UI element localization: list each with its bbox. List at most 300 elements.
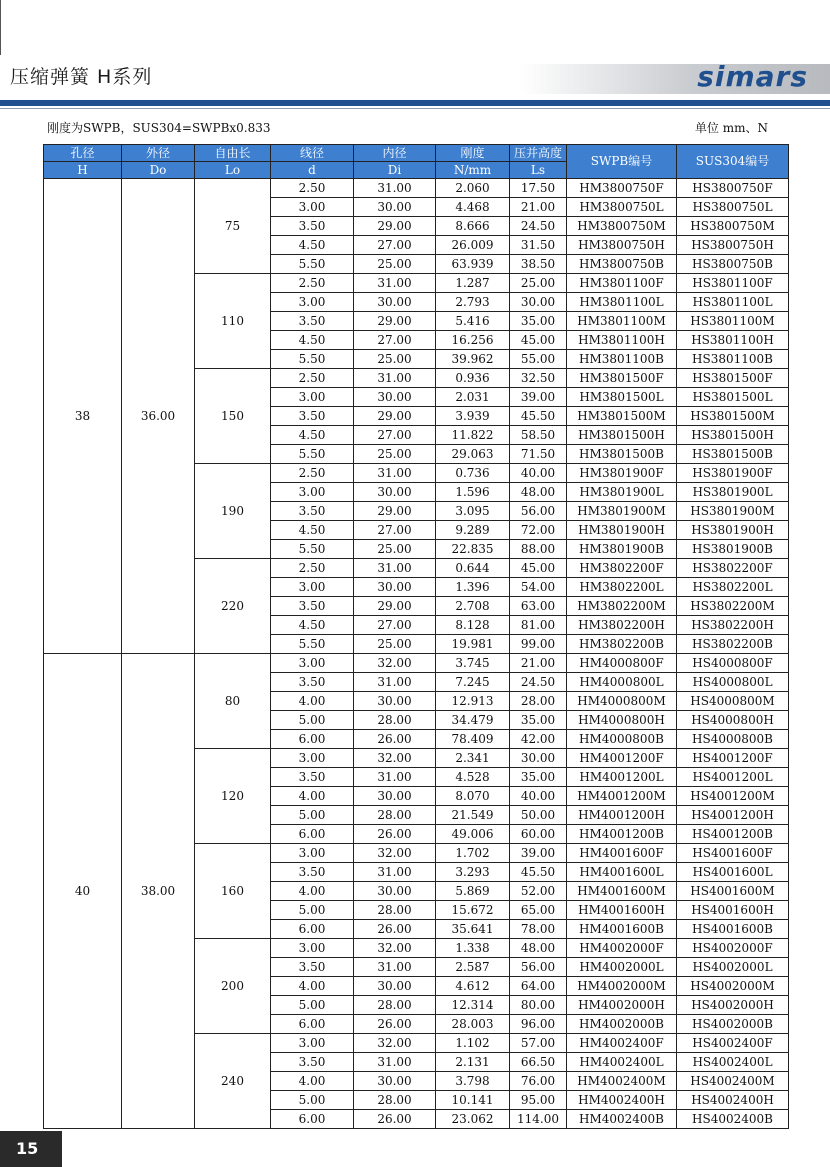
spring-rate-cell: 3.745 [436,654,510,673]
wire-diameter-cell: 4.50 [271,331,354,350]
spring-rate-cell: 1.702 [436,844,510,863]
swpb-code-cell: HM3801500M [567,407,677,426]
solid-height-cell: 38.50 [510,255,567,274]
wire-diameter-cell: 2.50 [271,559,354,578]
wire-diameter-cell: 4.00 [271,1072,354,1091]
sus304-code-cell: HS3801900B [677,540,789,559]
inner-diameter-cell: 32.00 [354,749,436,768]
wire-diameter-cell: 6.00 [271,1015,354,1034]
inner-diameter-cell: 25.00 [354,540,436,559]
solid-height-cell: 32.50 [510,369,567,388]
sus304-code-cell: HS3800750B [677,255,789,274]
swpb-code-cell: HM4002000F [567,939,677,958]
wire-diameter-cell: 3.50 [271,597,354,616]
swpb-code-cell: HM4001200F [567,749,677,768]
solid-height-cell: 88.00 [510,540,567,559]
inner-diameter-cell: 27.00 [354,616,436,635]
inner-diameter-cell: 29.00 [354,312,436,331]
solid-height-cell: 58.50 [510,426,567,445]
swpb-code-cell: HM3801900L [567,483,677,502]
inner-diameter-cell: 31.00 [354,768,436,787]
outer-diameter-cell: 38.00 [122,654,195,1129]
swpb-code-cell: HM4001600L [567,863,677,882]
swpb-code-cell: HM4000800L [567,673,677,692]
swpb-code-cell: HM4002400H [567,1091,677,1110]
swpb-code-cell: HM4001600B [567,920,677,939]
sus304-code-cell: HS4000800M [677,692,789,711]
spring-rate-cell: 2.341 [436,749,510,768]
wire-diameter-cell: 6.00 [271,1110,354,1129]
wire-diameter-cell: 4.00 [271,787,354,806]
swpb-code-cell: HM3800750F [567,179,677,198]
spring-rate-cell: 39.962 [436,350,510,369]
inner-diameter-cell: 32.00 [354,1034,436,1053]
spring-rate-cell: 4.468 [436,198,510,217]
free-length-cell: 200 [195,939,271,1034]
swpb-code-cell: HM4001200B [567,825,677,844]
swpb-code-cell: HM3802200F [567,559,677,578]
stiffness-note: 刚度为SWPB，SUS304=SWPBx0.833 [47,121,271,135]
wire-diameter-cell: 5.00 [271,1091,354,1110]
wire-diameter-cell: 3.00 [271,483,354,502]
swpb-code-cell: HM3801100M [567,312,677,331]
spring-rate-cell: 1.287 [436,274,510,293]
solid-height-cell: 28.00 [510,692,567,711]
sus304-code-cell: HS4000800H [677,711,789,730]
free-length-cell: 160 [195,844,271,939]
wire-diameter-cell: 2.50 [271,369,354,388]
swpb-code-cell: HM3801900H [567,521,677,540]
spring-rate-cell: 3.095 [436,502,510,521]
solid-height-cell: 78.00 [510,920,567,939]
spring-rate-cell: 1.338 [436,939,510,958]
swpb-code-cell: HM4002000H [567,996,677,1015]
sus304-code-cell: HS4002400M [677,1072,789,1091]
sus304-code-cell: HS4002000B [677,1015,789,1034]
solid-height-cell: 54.00 [510,578,567,597]
col-header-hole-cn: 孔径 [44,145,122,162]
inner-diameter-cell: 26.00 [354,825,436,844]
spring-rate-cell: 0.736 [436,464,510,483]
spring-rate-cell: 3.293 [436,863,510,882]
wire-diameter-cell: 6.00 [271,730,354,749]
swpb-code-cell: HM3801900M [567,502,677,521]
sus304-code-cell: HS4001600F [677,844,789,863]
col-header-od-cn: 外径 [122,145,195,162]
inner-diameter-cell: 25.00 [354,445,436,464]
sus304-code-cell: HS4002000L [677,958,789,977]
sus304-code-cell: HS3801100L [677,293,789,312]
swpb-code-cell: HM3800750L [567,198,677,217]
wire-diameter-cell: 3.50 [271,502,354,521]
inner-diameter-cell: 27.00 [354,426,436,445]
solid-height-cell: 57.00 [510,1034,567,1053]
inner-diameter-cell: 26.00 [354,1110,436,1129]
col-header-rate-en: N/mm [436,162,510,179]
sus304-code-cell: HS3801500B [677,445,789,464]
inner-diameter-cell: 31.00 [354,369,436,388]
wire-diameter-cell: 5.00 [271,901,354,920]
swpb-code-cell: HM3801500H [567,426,677,445]
brand-logo: simars [697,60,808,93]
solid-height-cell: 63.00 [510,597,567,616]
swpb-code-cell: HM4002000B [567,1015,677,1034]
wire-diameter-cell: 5.50 [271,540,354,559]
swpb-code-cell: HM4000800F [567,654,677,673]
wire-diameter-cell: 3.00 [271,1034,354,1053]
sus304-code-cell: HS3801100H [677,331,789,350]
wire-diameter-cell: 4.50 [271,521,354,540]
page-title: 压缩弹簧 H系列 [10,66,153,88]
sus304-code-cell: HS4002000F [677,939,789,958]
col-header-id-cn: 内径 [354,145,436,162]
sus304-code-cell: HS3801900M [677,502,789,521]
sus304-code-cell: HS4000800L [677,673,789,692]
inner-diameter-cell: 31.00 [354,1053,436,1072]
free-length-cell: 120 [195,749,271,844]
swpb-code-cell: HM3801100H [567,331,677,350]
free-length-cell: 110 [195,274,271,369]
swpb-code-cell: HM4001200M [567,787,677,806]
swpb-code-cell: HM3801900F [567,464,677,483]
spring-rate-cell: 34.479 [436,711,510,730]
hole-size-cell: 38 [44,179,122,654]
inner-diameter-cell: 27.00 [354,521,436,540]
sus304-code-cell: HS3800750H [677,236,789,255]
wire-diameter-cell: 2.50 [271,179,354,198]
col-header-sus304-code: SUS304编号 [677,145,789,179]
wire-diameter-cell: 6.00 [271,825,354,844]
col-header-id-en: Di [354,162,436,179]
inner-diameter-cell: 30.00 [354,692,436,711]
col-header-wire-en: d [271,162,354,179]
inner-diameter-cell: 30.00 [354,977,436,996]
wire-diameter-cell: 4.00 [271,882,354,901]
sus304-code-cell: HS3801100F [677,274,789,293]
inner-diameter-cell: 29.00 [354,597,436,616]
inner-diameter-cell: 28.00 [354,711,436,730]
swpb-code-cell: HM4001200L [567,768,677,787]
solid-height-cell: 48.00 [510,939,567,958]
wire-diameter-cell: 4.00 [271,692,354,711]
spring-rate-cell: 12.913 [436,692,510,711]
swpb-code-cell: HM4002000L [567,958,677,977]
solid-height-cell: 25.00 [510,274,567,293]
solid-height-cell: 56.00 [510,958,567,977]
spring-rate-cell: 0.936 [436,369,510,388]
inner-diameter-cell: 30.00 [354,388,436,407]
sus304-code-cell: HS3802200B [677,635,789,654]
inner-diameter-cell: 27.00 [354,331,436,350]
wire-diameter-cell: 4.50 [271,236,354,255]
free-length-cell: 220 [195,559,271,654]
wire-diameter-cell: 5.00 [271,806,354,825]
sus304-code-cell: HS3801500H [677,426,789,445]
solid-height-cell: 21.00 [510,654,567,673]
col-header-free-length-en: Lo [195,162,271,179]
solid-height-cell: 95.00 [510,1091,567,1110]
wire-diameter-cell: 3.00 [271,388,354,407]
solid-height-cell: 96.00 [510,1015,567,1034]
sus304-code-cell: HS3801500L [677,388,789,407]
solid-height-cell: 35.00 [510,312,567,331]
swpb-code-cell: HM4001600H [567,901,677,920]
inner-diameter-cell: 32.00 [354,939,436,958]
inner-diameter-cell: 32.00 [354,844,436,863]
sus304-code-cell: HS3801900L [677,483,789,502]
solid-height-cell: 56.00 [510,502,567,521]
solid-height-cell: 48.00 [510,483,567,502]
inner-diameter-cell: 25.00 [354,635,436,654]
sus304-code-cell: HS4001600H [677,901,789,920]
wire-diameter-cell: 5.50 [271,635,354,654]
swpb-code-cell: HM3800750B [567,255,677,274]
spring-rate-cell: 8.070 [436,787,510,806]
free-length-cell: 75 [195,179,271,274]
solid-height-cell: 21.00 [510,198,567,217]
sus304-code-cell: HS3802200H [677,616,789,635]
spring-rate-cell: 3.939 [436,407,510,426]
solid-height-cell: 60.00 [510,825,567,844]
spring-rate-cell: 4.612 [436,977,510,996]
swpb-code-cell: HM4000800B [567,730,677,749]
sus304-code-cell: HS4001200M [677,787,789,806]
inner-diameter-cell: 30.00 [354,483,436,502]
outer-diameter-cell: 36.00 [122,179,195,654]
spring-rate-cell: 9.289 [436,521,510,540]
solid-height-cell: 31.50 [510,236,567,255]
inner-diameter-cell: 28.00 [354,901,436,920]
table-row [44,654,789,673]
solid-height-cell: 45.00 [510,331,567,350]
wire-diameter-cell: 3.50 [271,958,354,977]
spring-rate-cell: 1.596 [436,483,510,502]
swpb-code-cell: HM3801100F [567,274,677,293]
solid-height-cell: 42.00 [510,730,567,749]
swpb-code-cell: HM3800750M [567,217,677,236]
spring-rate-cell: 19.981 [436,635,510,654]
wire-diameter-cell: 5.50 [271,255,354,274]
inner-diameter-cell: 28.00 [354,806,436,825]
inner-diameter-cell: 31.00 [354,559,436,578]
sus304-code-cell: HS4001200H [677,806,789,825]
page-header [0,58,830,102]
col-header-free-length-cn: 自由长 [195,145,271,162]
solid-height-cell: 45.50 [510,407,567,426]
page-number: 15 [0,1131,62,1167]
spring-rate-cell: 5.416 [436,312,510,331]
free-length-cell: 80 [195,654,271,749]
spring-rate-cell: 21.549 [436,806,510,825]
wire-diameter-cell: 3.00 [271,198,354,217]
swpb-code-cell: HM4002400M [567,1072,677,1091]
swpb-code-cell: HM4001200H [567,806,677,825]
hole-size-cell: 40 [44,654,122,1129]
inner-diameter-cell: 25.00 [354,350,436,369]
wire-diameter-cell: 3.50 [271,673,354,692]
sus304-code-cell: HS4002400B [677,1110,789,1129]
swpb-code-cell: HM3801500L [567,388,677,407]
solid-height-cell: 50.00 [510,806,567,825]
inner-diameter-cell: 31.00 [354,179,436,198]
inner-diameter-cell: 29.00 [354,502,436,521]
wire-diameter-cell: 3.00 [271,654,354,673]
solid-height-cell: 81.00 [510,616,567,635]
inner-diameter-cell: 25.00 [354,255,436,274]
solid-height-cell: 45.50 [510,863,567,882]
col-header-solid-height-cn: 压并高度 [510,145,567,162]
spring-rate-cell: 35.641 [436,920,510,939]
wire-diameter-cell: 4.50 [271,426,354,445]
solid-height-cell: 66.50 [510,1053,567,1072]
spring-rate-cell: 23.062 [436,1110,510,1129]
inner-diameter-cell: 31.00 [354,464,436,483]
wire-diameter-cell: 4.50 [271,616,354,635]
wire-diameter-cell: 3.50 [271,1053,354,1072]
swpb-code-cell: HM4002400L [567,1053,677,1072]
inner-diameter-cell: 28.00 [354,996,436,1015]
table-row [44,179,789,198]
solid-height-cell: 76.00 [510,1072,567,1091]
solid-height-cell: 24.50 [510,217,567,236]
swpb-code-cell: HM3802200M [567,597,677,616]
solid-height-cell: 40.00 [510,464,567,483]
swpb-code-cell: HM4002000M [567,977,677,996]
sus304-code-cell: HS3802200L [677,578,789,597]
inner-diameter-cell: 31.00 [354,958,436,977]
col-header-swpb-code: SWPB编号 [567,145,677,179]
wire-diameter-cell: 3.00 [271,939,354,958]
sus304-code-cell: HS4001600L [677,863,789,882]
swpb-code-cell: HM3800750H [567,236,677,255]
wire-diameter-cell: 2.50 [271,274,354,293]
sus304-code-cell: HS4001200F [677,749,789,768]
spring-rate-cell: 2.793 [436,293,510,312]
spring-rate-cell: 4.528 [436,768,510,787]
col-header-hole-en: H [44,162,122,179]
sus304-code-cell: HS4001600B [677,920,789,939]
spring-rate-cell: 11.822 [436,426,510,445]
solid-height-cell: 45.00 [510,559,567,578]
sus304-code-cell: HS3801100M [677,312,789,331]
solid-height-cell: 64.00 [510,977,567,996]
spring-rate-cell: 1.102 [436,1034,510,1053]
solid-height-cell: 65.00 [510,901,567,920]
solid-height-cell: 39.00 [510,844,567,863]
spec-table-body [44,179,789,1129]
col-header-wire-cn: 线径 [271,145,354,162]
spring-rate-cell: 2.587 [436,958,510,977]
sus304-code-cell: HS3801100B [677,350,789,369]
swpb-code-cell: HM4001600F [567,844,677,863]
wire-diameter-cell: 5.00 [271,996,354,1015]
free-length-cell: 150 [195,369,271,464]
free-length-cell: 190 [195,464,271,559]
spring-rate-cell: 26.009 [436,236,510,255]
wire-diameter-cell: 3.50 [271,863,354,882]
inner-diameter-cell: 27.00 [354,236,436,255]
col-header-od-en: Do [122,162,195,179]
sus304-code-cell: HS3801500F [677,369,789,388]
spring-rate-cell: 2.060 [436,179,510,198]
inner-diameter-cell: 26.00 [354,920,436,939]
unit-label: 单位 mm、N [694,121,768,135]
spring-rate-cell: 28.003 [436,1015,510,1034]
wire-diameter-cell: 2.50 [271,464,354,483]
wire-diameter-cell: 5.50 [271,445,354,464]
solid-height-cell: 71.50 [510,445,567,464]
solid-height-cell: 35.00 [510,768,567,787]
inner-diameter-cell: 29.00 [354,217,436,236]
sus304-code-cell: HS4002400H [677,1091,789,1110]
swpb-code-cell: HM3801100L [567,293,677,312]
spring-rate-cell: 78.409 [436,730,510,749]
spring-rate-cell: 2.131 [436,1053,510,1072]
solid-height-cell: 30.00 [510,749,567,768]
inner-diameter-cell: 30.00 [354,198,436,217]
spring-rate-cell: 49.006 [436,825,510,844]
spring-rate-cell: 16.256 [436,331,510,350]
sus304-code-cell: HS4002000H [677,996,789,1015]
inner-diameter-cell: 31.00 [354,673,436,692]
solid-height-cell: 55.00 [510,350,567,369]
inner-diameter-cell: 30.00 [354,578,436,597]
inner-diameter-cell: 31.00 [354,863,436,882]
wire-diameter-cell: 3.00 [271,293,354,312]
spring-rate-cell: 2.708 [436,597,510,616]
spring-rate-cell: 0.644 [436,559,510,578]
swpb-code-cell: HM3801500F [567,369,677,388]
inner-diameter-cell: 29.00 [354,407,436,426]
wire-diameter-cell: 6.00 [271,920,354,939]
sus304-code-cell: HS4001200L [677,768,789,787]
spring-rate-cell: 10.141 [436,1091,510,1110]
sus304-code-cell: HS3802200F [677,559,789,578]
sus304-code-cell: HS3801900H [677,521,789,540]
solid-height-cell: 114.00 [510,1110,567,1129]
solid-height-cell: 52.00 [510,882,567,901]
page-corner-line [0,0,1,55]
swpb-code-cell: HM3801100B [567,350,677,369]
inner-diameter-cell: 30.00 [354,882,436,901]
sus304-code-cell: HS3802200M [677,597,789,616]
spring-rate-cell: 5.869 [436,882,510,901]
swpb-code-cell: HM4001600M [567,882,677,901]
header-rule [0,100,830,106]
spring-rate-cell: 22.835 [436,540,510,559]
sus304-code-cell: HS4001600M [677,882,789,901]
inner-diameter-cell: 26.00 [354,1015,436,1034]
sus304-code-cell: HS4000800B [677,730,789,749]
solid-height-cell: 24.50 [510,673,567,692]
sus304-code-cell: HS4002400L [677,1053,789,1072]
wire-diameter-cell: 3.50 [271,312,354,331]
inner-diameter-cell: 32.00 [354,654,436,673]
wire-diameter-cell: 3.50 [271,217,354,236]
free-length-cell: 240 [195,1034,271,1129]
sus304-code-cell: HS3800750L [677,198,789,217]
wire-diameter-cell: 3.50 [271,768,354,787]
inner-diameter-cell: 31.00 [354,274,436,293]
wire-diameter-cell: 5.00 [271,711,354,730]
solid-height-cell: 35.00 [510,711,567,730]
swpb-code-cell: HM3802200H [567,616,677,635]
wire-diameter-cell: 3.00 [271,578,354,597]
inner-diameter-cell: 30.00 [354,1072,436,1091]
swpb-code-cell: HM4002400B [567,1110,677,1129]
spring-spec-table [43,144,789,1129]
sus304-code-cell: HS4000800F [677,654,789,673]
